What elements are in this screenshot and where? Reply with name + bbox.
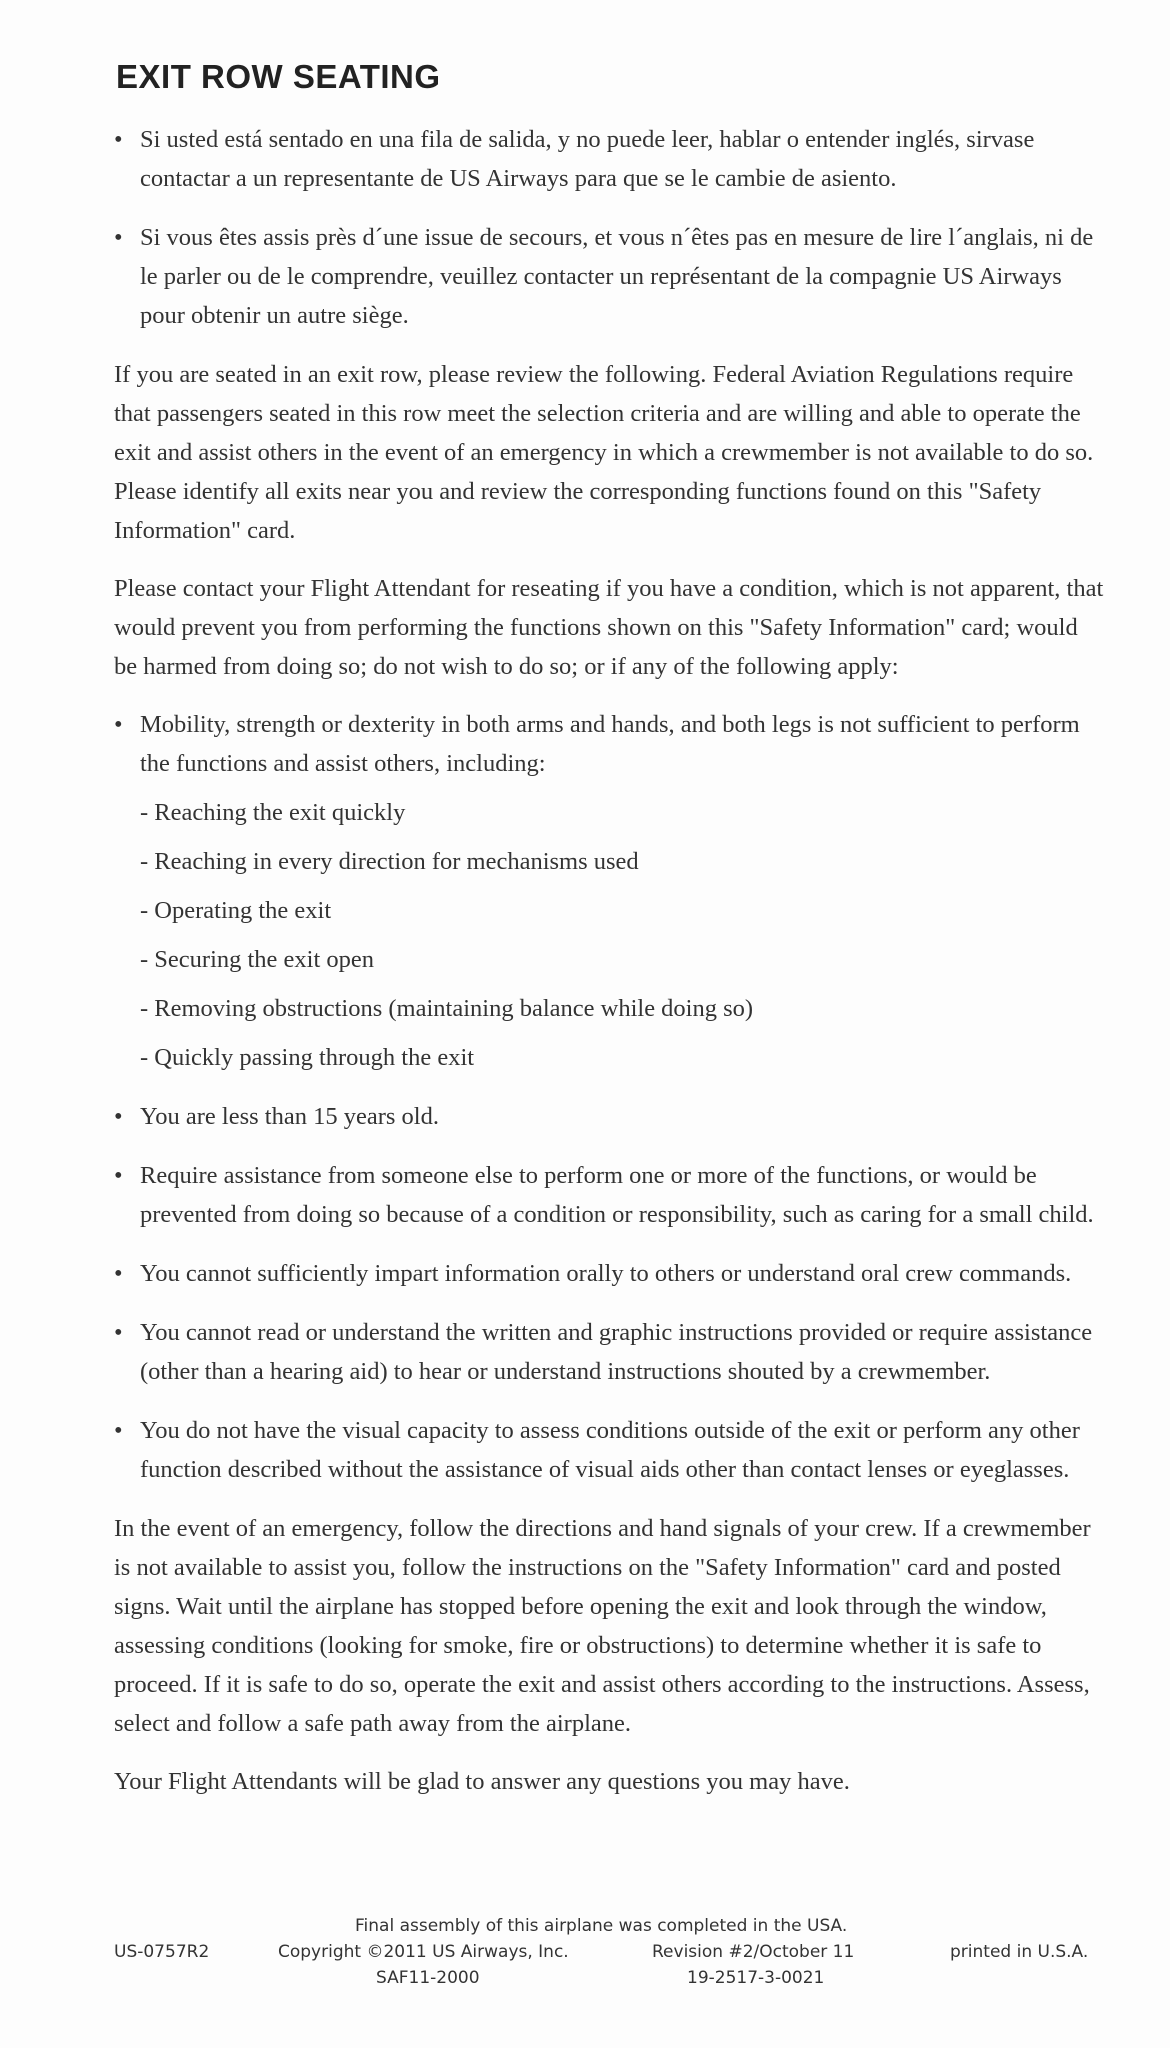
bullet-icon: • (114, 711, 123, 738)
footer-printed: printed in U.S.A. (950, 1942, 1089, 1962)
footer-revision: Revision #2/October 11 (652, 1942, 855, 1962)
criteria-visual-text: You do not have the visual capacity to assess conditions outside of the exit or perform any other function described without the assistance of visual aids other than contact lenses or eyeglasses. (140, 1417, 1080, 1483)
emergency-paragraph: In the event of an emergency, follow the directions and hand signals of your crew. If a crewmember is not available to assist you, follow the instructions on the "Safety Information" card and posted signs. Wait until the airplane has stopped before opening the exit and look through the window, assessing conditions (looking for smoke, fire or obstructions) to determine whether it is safe to proceed. If it is safe to do so, operate the exit and assist others according to the instructions. Assess, select and follow a safe path away from the airplane. (114, 1515, 1091, 1737)
bullet-icon: • (114, 1417, 123, 1444)
closing-paragraph: Your Flight Attendants will be glad to answer any questions you may have. (114, 1768, 850, 1795)
criteria-assistance (114, 1156, 1104, 1234)
french-notice (114, 218, 1104, 335)
bullet-icon: • (114, 1319, 123, 1346)
criteria-oral-text: You cannot sufficiently impart information orally to others or understand oral crew commands. (140, 1260, 1072, 1287)
bullet-icon: • (114, 224, 123, 251)
criteria-mobility-text: Mobility, strength or dexterity in both arms and hands, and both legs is not sufficient to perform the functions and assist others, including: (140, 711, 1080, 777)
bullet-icon: • (114, 1260, 123, 1287)
criteria-oral (114, 1254, 1104, 1293)
sublist-item: - Removing obstructions (maintaining balance while doing so) (140, 995, 754, 1022)
card-body (114, 120, 1104, 1820)
sublist-item: - Reaching in every direction for mechanisms used (140, 848, 639, 875)
criteria-age-text: You are less than 15 years old. (140, 1103, 439, 1130)
bullet-icon: • (114, 126, 123, 153)
criteria-visual (114, 1411, 1104, 1489)
spanish-notice (114, 120, 1104, 198)
spanish-notice-text: Si usted está sentado en una fila de salida, y no puede leer, hablar o entender inglés, sirvase contactar a un representante de US Airways para que se le cambie de asiento. (140, 126, 1035, 192)
criteria-mobility (114, 705, 1104, 783)
footer-part-number: 19-2517-3-0021 (687, 1968, 825, 1988)
page-title: EXIT ROW SEATING (116, 58, 441, 95)
footer-copyright: Copyright ©2011 US Airways, Inc. (278, 1942, 569, 1962)
bullet-icon: • (114, 1103, 123, 1130)
sublist-item: - Securing the exit open (140, 946, 375, 973)
bullet-icon: • (114, 1162, 123, 1189)
exit-row-review-paragraph: If you are seated in an exit row, please review the following. Federal Aviation Regulations require that passengers seated in this row meet the selection criteria and are willing and able to operate the exit and assist others in the event of an emergency in which a crewmember is not available to do so. Please identify all exits near you and review the corresponding functions found on this "Safety Information" card. (114, 361, 1094, 544)
mobility-sublist (114, 793, 1104, 1077)
sublist-item: - Quickly passing through the exit (140, 1044, 475, 1071)
criteria-read-text: You cannot read or understand the written and graphic instructions provided or require assistance (other than a hearing aid) to hear or understand instructions shouted by a crewmember. (140, 1319, 1093, 1385)
card-footer (0, 1912, 1170, 2002)
footer-saf-code: SAF11-2000 (376, 1968, 480, 1988)
sublist-item: - Reaching the exit quickly (140, 799, 406, 826)
footer-assembly: Final assembly of this airplane was completed in the USA. (355, 1916, 848, 1936)
criteria-assistance-text: Require assistance from someone else to perform one or more of the functions, or would be prevented from doing so because of a condition or responsibility, such as caring for a small child. (140, 1162, 1094, 1228)
criteria-read (114, 1313, 1104, 1391)
criteria-age (114, 1097, 1104, 1136)
reseating-paragraph: Please contact your Flight Attendant for reseating if you have a condition, which is not apparent, that would prevent you from performing the functions shown on this "Safety Information" card; would be harmed from doing so; do not wish to do so; or if any of the following apply: (114, 575, 1104, 680)
sublist-item: - Operating the exit (140, 897, 332, 924)
footer-card-code: US-0757R2 (114, 1942, 210, 1962)
french-notice-text: Si vous êtes assis près d´une issue de secours, et vous n´êtes pas en mesure de lire l´anglais, ni de le parler ou de le comprendre, veuillez contacter un représentant de la compagnie US Airways pour obtenir un autre siège. (140, 224, 1094, 329)
